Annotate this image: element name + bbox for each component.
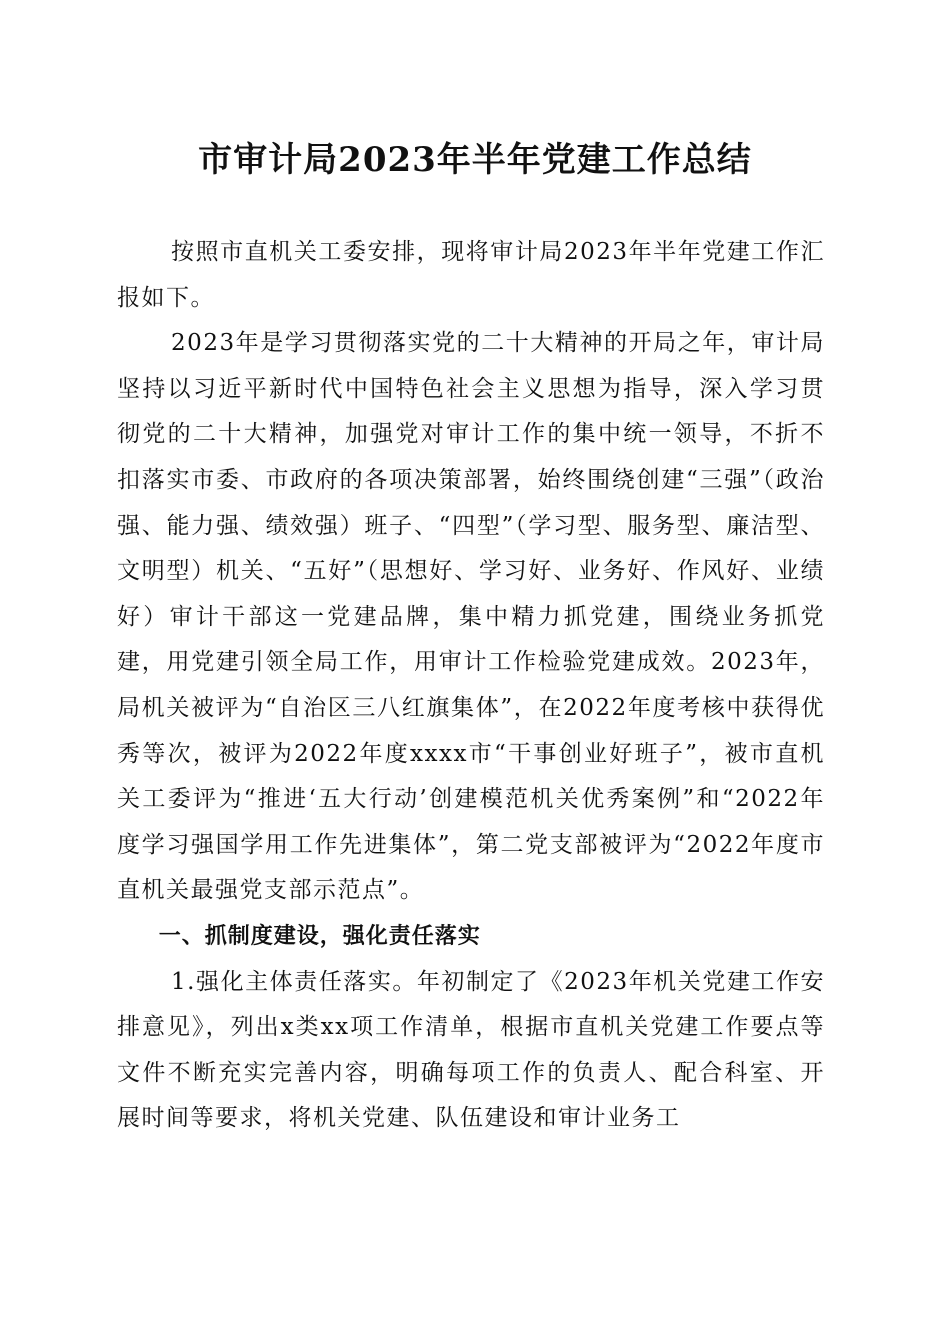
section-heading-1: 一、抓制度建设，强化责任落实 xyxy=(158,923,481,949)
document-title: 市审计局2023年半年党建工作总结 xyxy=(198,140,752,180)
document-body xyxy=(117,230,825,1142)
intro-paragraph: 按照市直机关工委安排，现将审计局2023年半年党建工作汇报如下。 xyxy=(117,239,825,311)
overview-paragraph: 2023年是学习贯彻落实党的二十大精神的开局之年，审计局坚持以习近平新时代中国特色社会主义思想为指导，深入学习贯彻党的二十大精神，加强党对审计工作的集中统一领导，不折不扣落实市委、市政府的各项决策部署，始终围绕创建“三强”（政治强、能力强、绩效强）班子、“四型”（学习型、服务型、廉洁型、文明型）机关、“五好”（思想好、学习好、业务好、作风好、业绩好）审计干部这一党建品牌，集中精力抓党建，围绕业务抓党建，用党建引领全局工作，用审计工作检验党建成效。2023年，局机关被评为“自治区三八红旗集体”，在2022年度考核中获得优秀等次，被评为2022年度xxxx市“干事创业好班子”，被市直机关工委评为“推进‘五大行动’创建模范机关优秀案例”和“2022年度学习强国学用工作先进集体”，第二党支部被评为“2022年度市直机关最强党支部示范点”。 xyxy=(117,330,825,904)
section1-item1-paragraph: 1.强化主体责任落实。年初制定了《2023年机关党建工作安排意见》，列出x类xx项工作清单，根据市直机关党建工作要点等文件不断充实完善内容，明确每项工作的负责人、配合科室、开展时间等要求，将机关党建、队伍建设和审计业务工 xyxy=(117,968,825,1132)
